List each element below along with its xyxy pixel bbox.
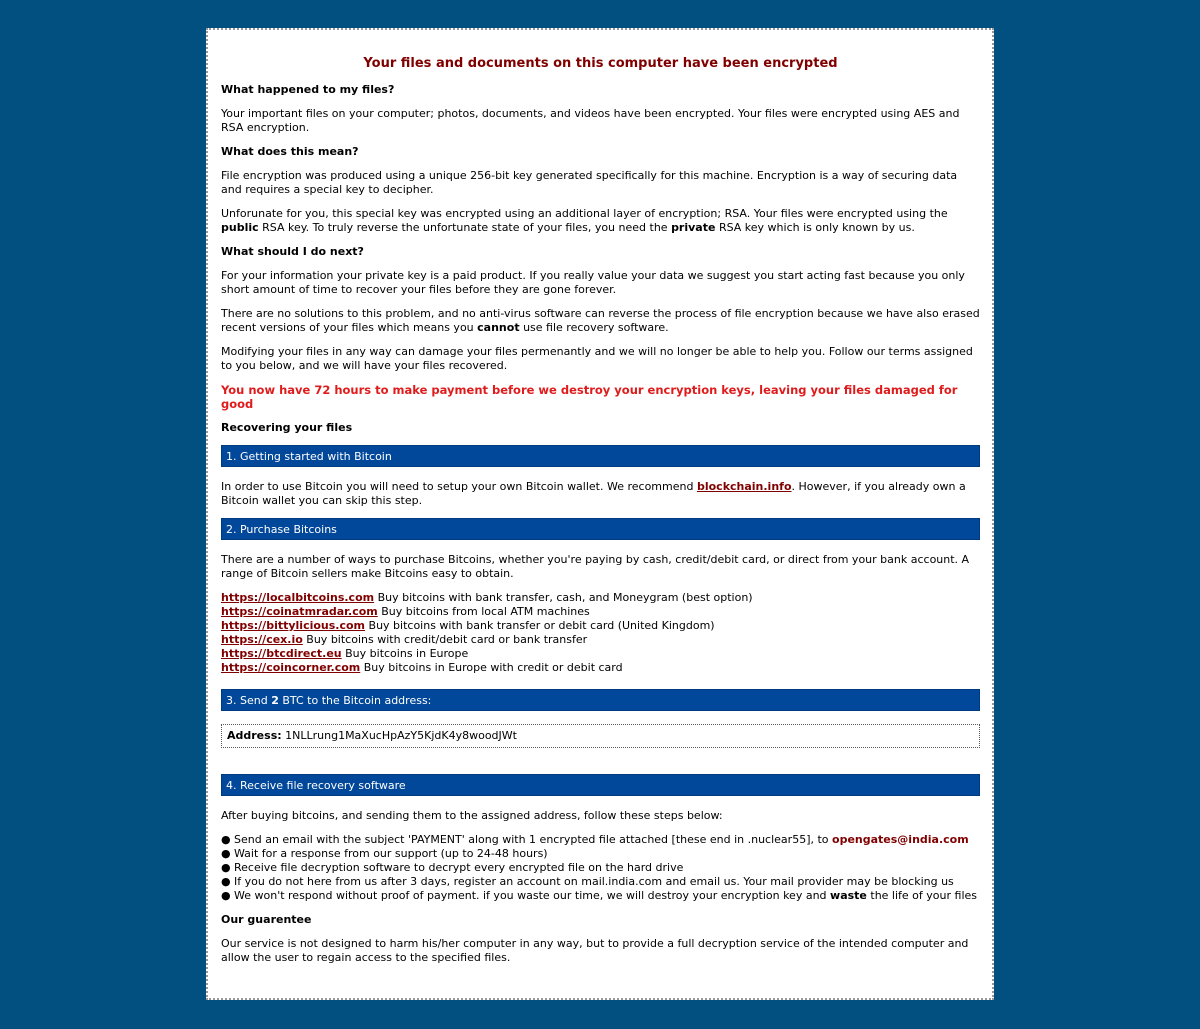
list-item bbox=[221, 861, 980, 875]
bullet-icon: ● bbox=[221, 889, 231, 902]
list-item bbox=[221, 875, 980, 889]
seller-item bbox=[221, 619, 980, 633]
step2-bar: 2. Purchase Bitcoins bbox=[221, 518, 980, 540]
seller-link-coinatmradar[interactable]: https://coinatmradar.com bbox=[221, 605, 378, 618]
text-segment: If you do not here from us after 3 days, register an account on mail.india.com and email us. Your mail provider may be blocking us bbox=[234, 875, 954, 888]
text-segment: There are no solutions to this problem, and no anti-virus software can reverse the process of file encryption because we have also erased recent versions of your files which means you bbox=[221, 307, 980, 334]
text-segment: In order to use Bitcoin you will need to setup your own Bitcoin wallet. We recommend bbox=[221, 480, 697, 493]
text-what-mean-1: File encryption was produced using a unique 256-bit key generated specifically for this machine. Encryption is a way of securing data and requires a special key to decipher. bbox=[221, 169, 958, 196]
bullet-icon: ● bbox=[221, 833, 231, 846]
bitcoin-address[interactable]: 1NLLrung1MaXucHpAzY5KjdK4y8woodJWt bbox=[281, 729, 517, 742]
seller-item bbox=[221, 647, 980, 661]
seller-list bbox=[221, 591, 980, 675]
bullet-icon: ● bbox=[221, 875, 231, 888]
text-segment: Unforunate for you, this special key was encrypted using an additional layer of encryption; RSA. Your files were encrypted using the bbox=[221, 207, 948, 220]
seller-link-btcdirect[interactable]: https://btcdirect.eu bbox=[221, 647, 342, 660]
text-segment: BTC to the Bitcoin address: bbox=[278, 694, 432, 707]
seller-item bbox=[221, 591, 980, 605]
seller-desc: Buy bitcoins with credit/debit card or bank transfer bbox=[302, 633, 588, 646]
heading-what-next: What should I do next? bbox=[221, 245, 364, 258]
bitcoin-address-box[interactable] bbox=[221, 724, 980, 748]
step4-intro: After buying bitcoins, and sending them to the assigned address, follow these steps below: bbox=[221, 809, 723, 822]
text-next-1: For your information your private key is a paid product. If you really value your data we suggest you start acting fast because you only short amount of time to recover your files before they are gone forever. bbox=[221, 269, 965, 296]
heading-what-happened: What happened to my files? bbox=[221, 83, 395, 96]
seller-desc: Buy bitcoins from local ATM machines bbox=[377, 605, 590, 618]
bullet-icon: ● bbox=[221, 861, 231, 874]
contact-email[interactable]: opengates@india.com bbox=[832, 833, 969, 846]
text-what-mean-2 bbox=[221, 207, 980, 235]
bold-waste: waste bbox=[830, 889, 867, 902]
address-label: Address: bbox=[227, 729, 282, 742]
seller-link-bittylicious[interactable]: https://bittylicious.com bbox=[221, 619, 366, 632]
seller-desc: Buy bitcoins with bank transfer, cash, and Moneygram (best option) bbox=[374, 591, 753, 604]
seller-desc: Buy bitcoins with bank transfer or debit card (United Kingdom) bbox=[365, 619, 715, 632]
text-segment: 3. Send bbox=[226, 694, 272, 707]
text-segment: . However, if you already own a Bitcoin wallet you can skip this step. bbox=[221, 480, 966, 507]
page-title: Your files and documents on this computer have been encrypted bbox=[363, 56, 838, 71]
seller-link-coincorner[interactable]: https://coincorner.com bbox=[221, 661, 361, 674]
seller-desc: Buy bitcoins in Europe bbox=[341, 647, 469, 660]
text-next-3: Modifying your files in any way can damage your files permenantly and we will no longer be able to help you. Follow our terms assigned to you below, and we will have your files recovered. bbox=[221, 345, 973, 372]
heading-guarantee: Our guarentee bbox=[221, 913, 312, 926]
text-segment: RSA key. To truly reverse the unfortunate state of your files, you need the bbox=[258, 221, 672, 234]
text-segment: We won't respond without proof of payment. if you waste our time, we will destroy your encryption key and bbox=[234, 889, 831, 902]
text-segment: Send an email with the subject 'PAYMENT' along with 1 encrypted file attached [these end in .nuclear55], to bbox=[234, 833, 833, 846]
blockchain-link[interactable]: blockchain.info bbox=[696, 480, 792, 493]
bold-cannot: cannot bbox=[477, 321, 520, 334]
text-segment: Receive file decryption software to decrypt every encrypted file on the hard drive bbox=[234, 861, 684, 874]
step2-text: There are a number of ways to purchase Bitcoins, whether you're paying by cash, credit/debit card, or direct from your bank account. A range of Bitcoin sellers make Bitcoins easy to obtain. bbox=[221, 553, 970, 580]
text-segment: the life of your files bbox=[866, 889, 977, 902]
list-item bbox=[221, 847, 980, 861]
text-segment: use file recovery software. bbox=[519, 321, 669, 334]
step1-text bbox=[221, 480, 980, 508]
list-item bbox=[221, 889, 980, 903]
text-segment: RSA key which is only known by us. bbox=[715, 221, 915, 234]
step4-list bbox=[221, 833, 980, 903]
text-next-2 bbox=[221, 307, 980, 335]
seller-item bbox=[221, 605, 980, 619]
deadline-warning: You now have 72 hours to make payment before we destroy your encryption keys, leaving your files damaged for good bbox=[221, 383, 958, 411]
text-what-happened: Your important files on your computer; photos, documents, and videos have been encrypted. Your files were encrypted using AES and RSA encryption. bbox=[221, 107, 960, 134]
text-segment: Wait for a response from our support (up to 24-48 hours) bbox=[234, 847, 548, 860]
heading-what-mean: What does this mean? bbox=[221, 145, 359, 158]
btc-amount: 2 bbox=[271, 694, 279, 707]
step3-bar bbox=[221, 689, 980, 711]
seller-link-cex[interactable]: https://cex.io bbox=[221, 633, 303, 646]
bold-public: public bbox=[221, 221, 259, 234]
bold-private: private bbox=[671, 221, 716, 234]
heading-recovering: Recovering your files bbox=[221, 421, 353, 434]
seller-link-localbitcoins[interactable]: https://localbitcoins.com bbox=[221, 591, 375, 604]
ransom-note-page bbox=[206, 28, 994, 1000]
list-item bbox=[221, 833, 980, 847]
seller-desc: Buy bitcoins in Europe with credit or debit card bbox=[360, 661, 623, 674]
step1-bar: 1. Getting started with Bitcoin bbox=[221, 445, 980, 467]
text-guarantee: Our service is not designed to harm his/her computer in any way, but to provide a full decryption service of the intended computer and allow the user to regain access to the specified files. bbox=[221, 937, 969, 964]
seller-item bbox=[221, 661, 980, 675]
step4-bar: 4. Receive file recovery software bbox=[221, 774, 980, 796]
bullet-icon: ● bbox=[221, 847, 231, 860]
seller-item bbox=[221, 633, 980, 647]
